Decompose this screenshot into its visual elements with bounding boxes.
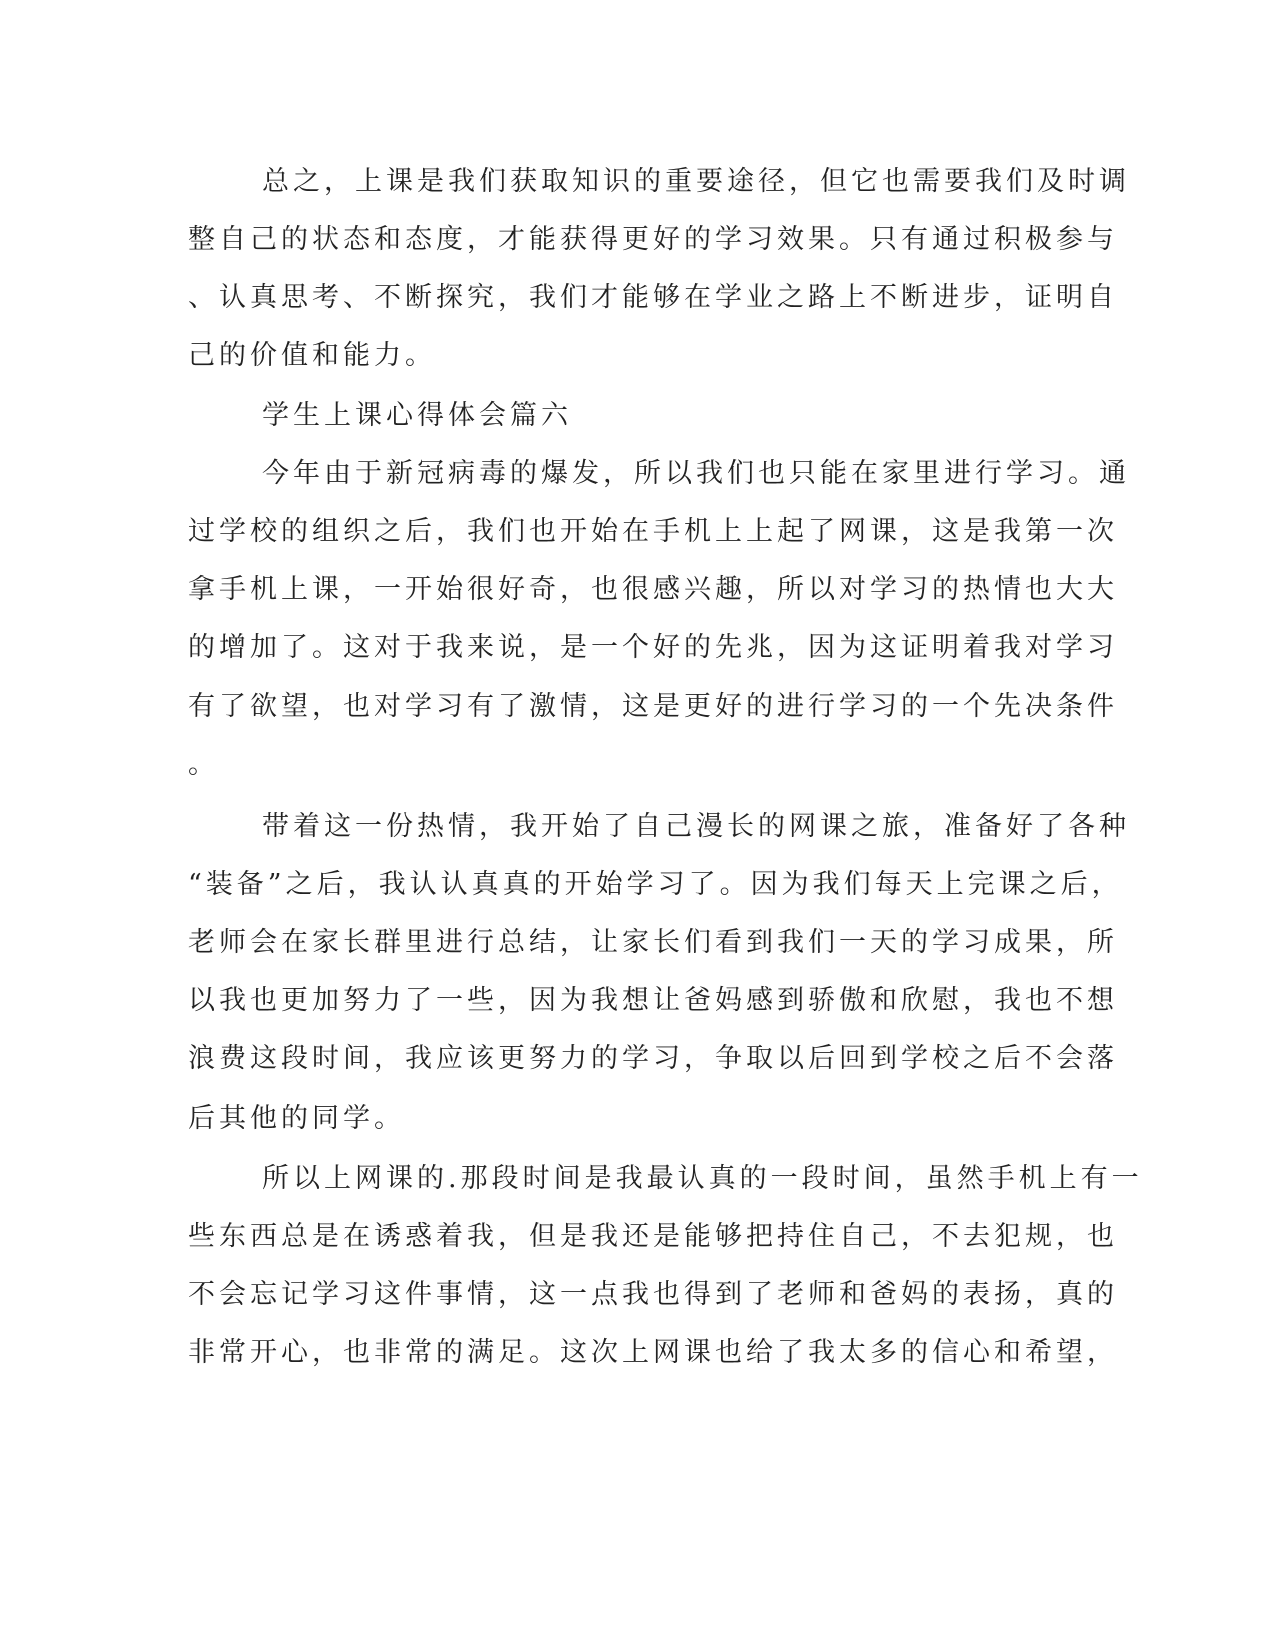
text-line: 非常开心，也非常的满足。这次上网课也给了我太多的信心和希望，: [188, 1337, 1118, 1368]
text-line: 所以上网课的.那段时间是我最认真的一段时间，虽然手机上有一: [262, 1163, 1143, 1194]
text-line: 些东西总是在诱惑着我，但是我还是能够把持住自己，不去犯规，也: [188, 1221, 1118, 1252]
text-line: 。: [188, 749, 219, 780]
text-line: 带着这一份热情，我开始了自己漫长的网课之旅，准备好了各种: [262, 811, 1130, 842]
text-line: 整自己的状态和态度，才能获得更好的学习效果。只有通过积极参与: [188, 224, 1118, 255]
text-line: 的增加了。这对于我来说，是一个好的先兆，因为这证明着我对学习: [188, 632, 1118, 663]
text-line: 拿手机上课，一开始很好奇，也很感兴趣，所以对学习的热情也大大: [188, 574, 1118, 605]
text-line: 浪费这段时间，我应该更努力的学习，争取以后回到学校之后不会落: [188, 1043, 1118, 1074]
text-line: 、认真思考、不断探究，我们才能够在学业之路上不断进步，证明自: [188, 282, 1118, 313]
text-line: 今年由于新冠病毒的爆发，所以我们也只能在家里进行学习。通: [262, 458, 1130, 489]
text-line: “装备”之后，我认认真真的开始学习了。因为我们每天上完课之后，: [188, 869, 1123, 900]
text-line: 己的价值和能力。: [188, 340, 436, 371]
text-line: 以我也更加努力了一些，因为我想让爸妈感到骄傲和欣慰，我也不想: [188, 985, 1118, 1016]
text-line: 后其他的同学。: [188, 1103, 405, 1134]
text-line: 总之，上课是我们获取知识的重要途径，但它也需要我们及时调: [262, 166, 1130, 197]
section-heading: 学生上课心得体会篇六: [262, 400, 572, 431]
text-line: 老师会在家长群里进行总结，让家长们看到我们一天的学习成果，所: [188, 927, 1118, 958]
text-line: 过学校的组织之后，我们也开始在手机上上起了网课，这是我第一次: [188, 516, 1118, 547]
text-line: 有了欲望，也对学习有了激情，这是更好的进行学习的一个先决条件: [188, 691, 1118, 722]
text-line: 不会忘记学习这件事情，这一点我也得到了老师和爸妈的表扬，真的: [188, 1279, 1118, 1310]
